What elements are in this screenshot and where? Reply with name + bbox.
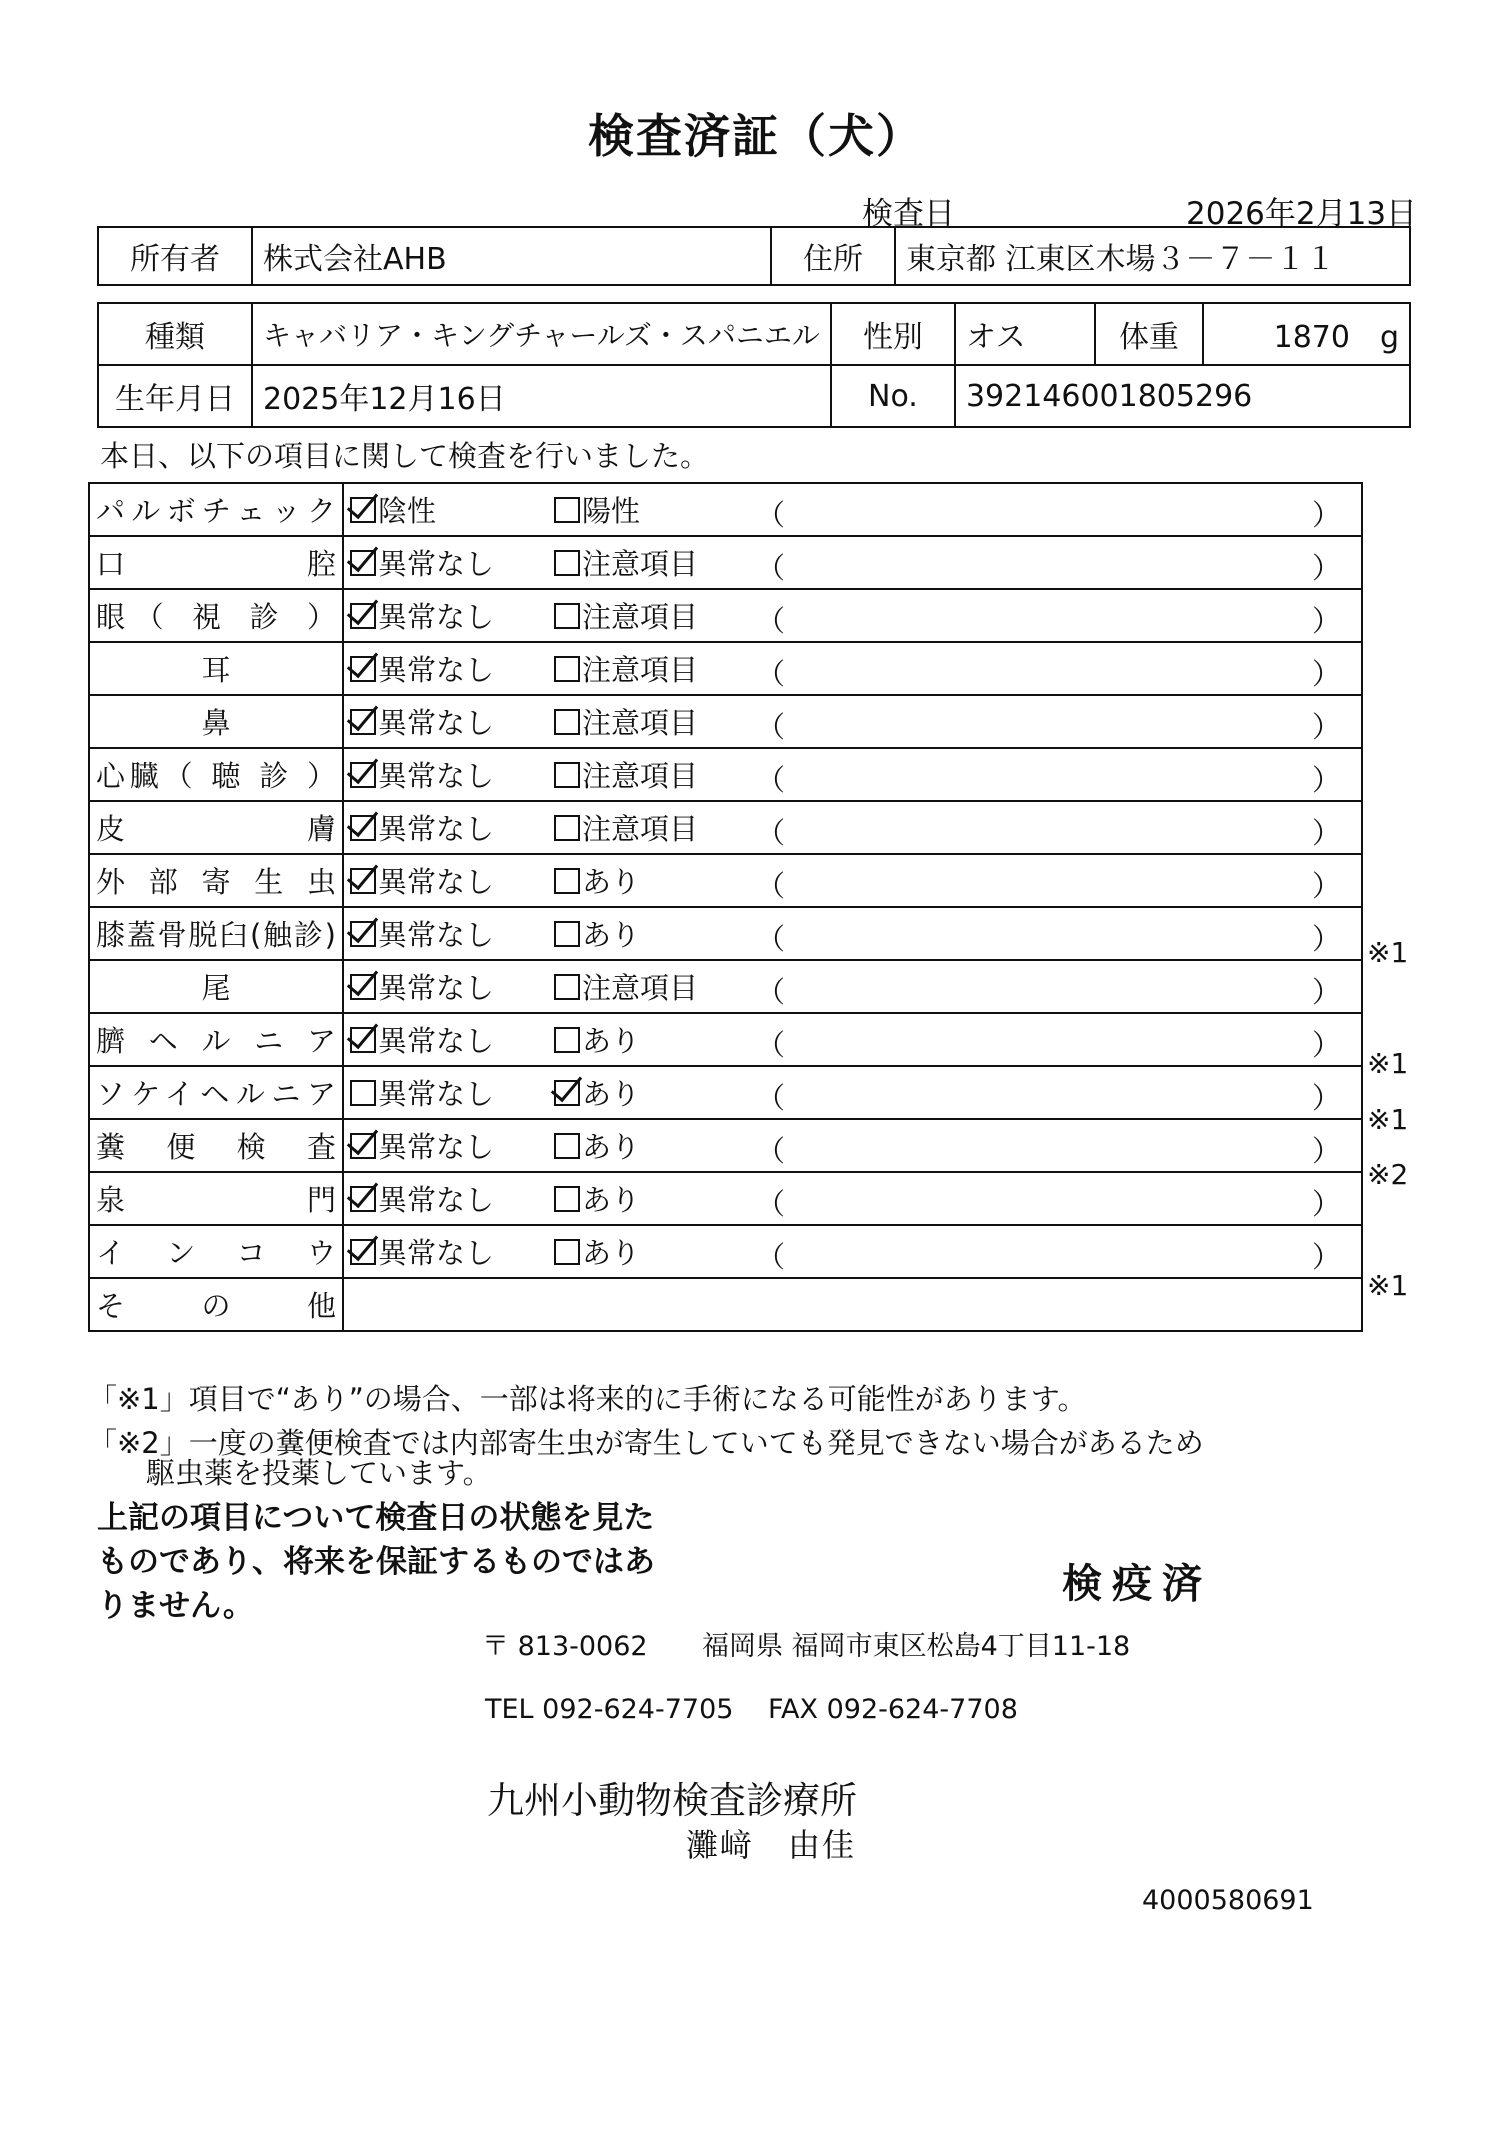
exam-option-label: 異常なし [378,812,495,846]
exam-remark [756,493,1341,532]
exam-remark [756,1129,1341,1168]
exam-label: インコウ [96,1236,336,1270]
other-value-cell [343,1278,1362,1331]
exam-option-label: 異常なし [378,1236,495,1270]
exam-option [554,966,756,1007]
exam-note-marker: ※1 [1367,936,1409,969]
address-value: 東京都 江東区木場３－７－１１ [895,227,1410,285]
exam-date-label: 検査日 [862,196,955,232]
exam-option-label: 異常なし [378,653,495,687]
exam-result-cell [343,1119,1362,1172]
exam-option-label: あり [582,918,641,952]
other-label-cell [89,1278,343,1331]
unchecked-checkbox[interactable] [554,709,580,735]
exam-option-label: あり [582,1130,641,1164]
birth-value: 2025年12月16日 [252,365,831,427]
paren-close: ） [1311,1027,1341,1062]
checked-checkbox[interactable] [350,656,376,682]
exam-option-label: 異常なし [378,971,495,1005]
unchecked-checkbox[interactable] [554,1186,580,1212]
exam-remark [756,811,1341,850]
paren-close: ） [1311,656,1341,691]
breed-label: 種類 [98,303,252,365]
paren-close: ） [1311,603,1341,638]
weight-label: 体重 [1095,303,1203,365]
paren-open: （ [756,1080,786,1115]
exam-table [88,482,1363,1332]
paren-close: ） [1311,1133,1341,1168]
checked-checkbox[interactable] [350,815,376,841]
paren-close: ） [1311,762,1341,797]
exam-label-cell [89,1119,343,1172]
exam-label-cell [89,854,343,907]
unchecked-checkbox[interactable] [554,868,580,894]
exam-remark [756,599,1341,638]
exam-label-cell [89,589,343,642]
exam-option-label: 異常なし [378,918,495,952]
checked-checkbox[interactable] [350,497,376,523]
exam-row [89,589,1362,642]
checked-checkbox[interactable] [350,1186,376,1212]
exam-row [89,536,1362,589]
paren-open: （ [756,868,786,903]
exam-remark [756,1182,1341,1221]
exam-option [554,648,756,689]
exam-label: 皮 膚 [96,812,336,846]
unchecked-checkbox[interactable] [554,1133,580,1159]
exam-note-marker: ※2 [1367,1158,1409,1191]
exam-remark [756,970,1341,1009]
exam-option-label: 異常なし [378,865,495,899]
exam-option-label: あり [582,1236,641,1270]
paren-close: ） [1311,1239,1341,1274]
exam-option [350,542,554,583]
exam-label-cell [89,801,343,854]
exam-remark [756,1235,1341,1274]
paren-open: （ [756,1027,786,1062]
breed-value: キャバリア・キングチャールズ・スパニエル [252,303,831,365]
exam-label-cell [89,1225,343,1278]
exam-remark [756,652,1341,691]
exam-row-other [89,1278,1362,1331]
exam-note-marker: ※1 [1367,1047,1409,1080]
address-label: 住所 [771,227,895,285]
exam-option-label: 陰性 [378,494,437,528]
exam-row [89,1119,1362,1172]
checked-checkbox[interactable] [350,921,376,947]
exam-option [554,595,756,636]
unchecked-checkbox[interactable] [554,1027,580,1053]
disclaimer: 上記の項目について検査日の状態を見たものであり、将来を保証するものではありません。 [97,1500,655,1624]
exam-label: ソケイヘルニア [96,1077,336,1111]
exam-label-cell [89,960,343,1013]
exam-remark [756,705,1341,744]
document-title: 検査済証（犬） [588,109,924,163]
exam-note-marker: ※1 [1367,1269,1409,1302]
checked-checkbox[interactable] [350,1239,376,1265]
sex-value: オス [955,303,1095,365]
paren-close: ） [1311,921,1341,956]
exam-result-cell [343,642,1362,695]
doctor-name: 灘﨑 由佳 [686,1826,857,1864]
exam-option [554,1019,756,1060]
exam-result-cell [343,695,1362,748]
paren-close: ） [1311,497,1341,532]
exam-row [89,801,1362,854]
clinic-tel: TEL 092-624-7705 [485,1694,734,1725]
exam-label-cell [89,536,343,589]
exam-label-cell [89,1066,343,1119]
exam-row [89,748,1362,801]
exam-option-label: 異常なし [378,600,495,634]
exam-label: 膝蓋骨脱臼(触診) [96,918,336,952]
paren-close: ） [1311,709,1341,744]
exam-label-cell [89,483,343,536]
exam-option-label: 注意項目 [582,812,699,846]
exam-option-label: 異常なし [378,1130,495,1164]
no-label: No. [831,365,955,427]
note-1: 「※1」項目で“あり”の場合、一部は将来的に手術になる可能性があります。 [88,1382,1087,1416]
exam-option [554,860,756,901]
exam-remark [756,864,1341,903]
exam-remark [756,917,1341,956]
paren-open: （ [756,1239,786,1274]
exam-option [350,754,554,795]
exam-row [89,1013,1362,1066]
unchecked-checkbox[interactable] [554,497,580,523]
exam-option [350,807,554,848]
paren-open: （ [756,550,786,585]
exam-option-label: 異常なし [378,706,495,740]
exam-option-label: あり [582,865,641,899]
paren-open: （ [756,921,786,956]
exam-result-cell [343,1172,1362,1225]
exam-option [554,1125,756,1166]
exam-label: 心臓（ 聴 診 ） [96,759,336,793]
exam-remark [756,546,1341,585]
exam-row [89,960,1362,1013]
exam-label: 鼻 [201,706,231,740]
intro-text: 本日、以下の項目に関して検査を行いました。 [100,439,710,473]
paren-open: （ [756,762,786,797]
other-label: その他 [96,1289,336,1323]
unchecked-checkbox[interactable] [554,921,580,947]
unchecked-checkbox[interactable] [554,1239,580,1265]
exam-option-label: 注意項目 [582,653,699,687]
exam-label-cell [89,695,343,748]
checked-checkbox[interactable] [350,603,376,629]
paren-open: （ [756,815,786,850]
clinic-fax: FAX 092-624-7708 [768,1694,1018,1725]
exam-option-label: 注意項目 [582,600,699,634]
exam-label: 泉 門 [96,1183,336,1217]
serial-number: 4000580691 [1142,1885,1314,1916]
exam-label: 眼（ 視 診 ） [96,600,336,634]
exam-option [350,860,554,901]
exam-result-cell [343,960,1362,1013]
exam-option [350,966,554,1007]
exam-option-label: 異常なし [378,759,495,793]
exam-result-cell [343,801,1362,854]
unchecked-checkbox[interactable] [554,974,580,1000]
postal-code: 〒 813-0062 [482,1631,648,1662]
exam-row [89,907,1362,960]
exam-option [554,701,756,742]
exam-option-label: 異常なし [378,1024,495,1058]
owner-label: 所有者 [98,227,252,285]
exam-label-cell [89,907,343,960]
weight-value: 1870 g [1203,303,1410,365]
exam-remark [756,758,1341,797]
clinic-address: 福岡県 福岡市東区松島4丁目11-18 [702,1631,1131,1662]
exam-row [89,483,1362,536]
exam-date-value: 2026年2月13日 [1186,196,1418,232]
paren-open: （ [756,974,786,1009]
exam-option [554,1072,756,1113]
exam-label-cell [89,1013,343,1066]
pet-table [97,302,1411,428]
checked-checkbox[interactable] [350,762,376,788]
paren-close: ） [1311,1080,1341,1115]
checked-checkbox[interactable] [554,1080,580,1106]
exam-option-label: 注意項目 [582,971,699,1005]
exam-option [350,1125,554,1166]
exam-option-label: 注意項目 [582,706,699,740]
exam-label-cell [89,642,343,695]
exam-row [89,695,1362,748]
exam-row [89,1066,1362,1119]
checked-checkbox[interactable] [350,974,376,1000]
exam-option-label: あり [582,1183,641,1217]
exam-option [554,913,756,954]
exam-option-label: 注意項目 [582,759,699,793]
exam-option [350,648,554,689]
paren-open: （ [756,709,786,744]
paren-close: ） [1311,815,1341,850]
exam-row [89,1225,1362,1278]
note-3: 駆虫薬を投薬しています。 [88,1456,492,1490]
exam-option [350,1178,554,1219]
exam-result-cell [343,1013,1362,1066]
paren-open: （ [756,497,786,532]
exam-label-cell [89,748,343,801]
owner-value: 株式会社AHB [252,227,771,285]
birth-label: 生年月日 [98,365,252,427]
paren-close: ） [1311,974,1341,1009]
exam-label: 臍ヘルニア [96,1024,336,1058]
checked-checkbox[interactable] [350,868,376,894]
exam-label: 外部寄生虫 [96,865,336,899]
unchecked-checkbox[interactable] [554,550,580,576]
exam-option [350,913,554,954]
paren-open: （ [756,1186,786,1221]
exam-label: パルボチェック [96,494,336,528]
exam-option [554,1178,756,1219]
exam-note-marker: ※1 [1367,1102,1409,1136]
exam-row [89,642,1362,695]
exam-option-label: あり [582,1077,641,1111]
exam-option [554,489,756,530]
exam-result-cell [343,1225,1362,1278]
note-2: 「※2」一度の糞便検査では内部寄生虫が寄生していても発見できない場合があるため [88,1426,1204,1460]
exam-result-cell [343,748,1362,801]
exam-option-label: 異常なし [378,1183,495,1217]
exam-option [554,807,756,848]
exam-result-cell [343,589,1362,642]
exam-option [350,701,554,742]
exam-option [350,1072,554,1113]
exam-option [554,542,756,583]
exam-label: 糞便検査 [96,1130,336,1164]
paren-close: ） [1311,550,1341,585]
exam-label-cell [89,1172,343,1225]
exam-label: 耳 [201,653,231,687]
unchecked-checkbox[interactable] [554,603,580,629]
quarantine-stamp: 検疫済 [1062,1561,1212,1607]
exam-option [350,1231,554,1272]
exam-row [89,854,1362,907]
exam-result-cell [343,536,1362,589]
paren-open: （ [756,603,786,638]
unchecked-checkbox[interactable] [554,762,580,788]
exam-option [554,754,756,795]
paren-close: ） [1311,868,1341,903]
exam-option-label: 陽性 [582,494,641,528]
exam-option-label: 注意項目 [582,547,699,581]
exam-result-cell [343,907,1362,960]
paren-open: （ [756,656,786,691]
exam-result-cell [343,854,1362,907]
exam-remark [756,1023,1341,1062]
exam-option [350,595,554,636]
owner-table [97,226,1411,286]
exam-option-label: 異常なし [378,1077,495,1111]
exam-option-label: 異常なし [378,547,495,581]
checked-checkbox[interactable] [350,550,376,576]
paren-open: （ [756,1133,786,1168]
no-value: 392146001805296 [955,365,1410,427]
exam-option-label: あり [582,1024,641,1058]
exam-label: 尾 [201,971,231,1005]
clinic-name: 九州小動物検査診療所 [487,1779,857,1822]
exam-option [554,1231,756,1272]
exam-option [350,1019,554,1060]
exam-option [350,489,554,530]
checked-checkbox[interactable] [350,709,376,735]
unchecked-checkbox[interactable] [554,656,580,682]
unchecked-checkbox[interactable] [554,815,580,841]
checked-checkbox[interactable] [350,1027,376,1053]
exam-result-cell [343,1066,1362,1119]
exam-label: 口 腔 [96,547,336,581]
checked-checkbox[interactable] [350,1133,376,1159]
exam-row [89,1172,1362,1225]
sex-label: 性別 [831,303,955,365]
unchecked-checkbox[interactable] [350,1080,376,1106]
exam-result-cell [343,483,1362,536]
exam-remark [756,1076,1341,1115]
paren-close: ） [1311,1186,1341,1221]
